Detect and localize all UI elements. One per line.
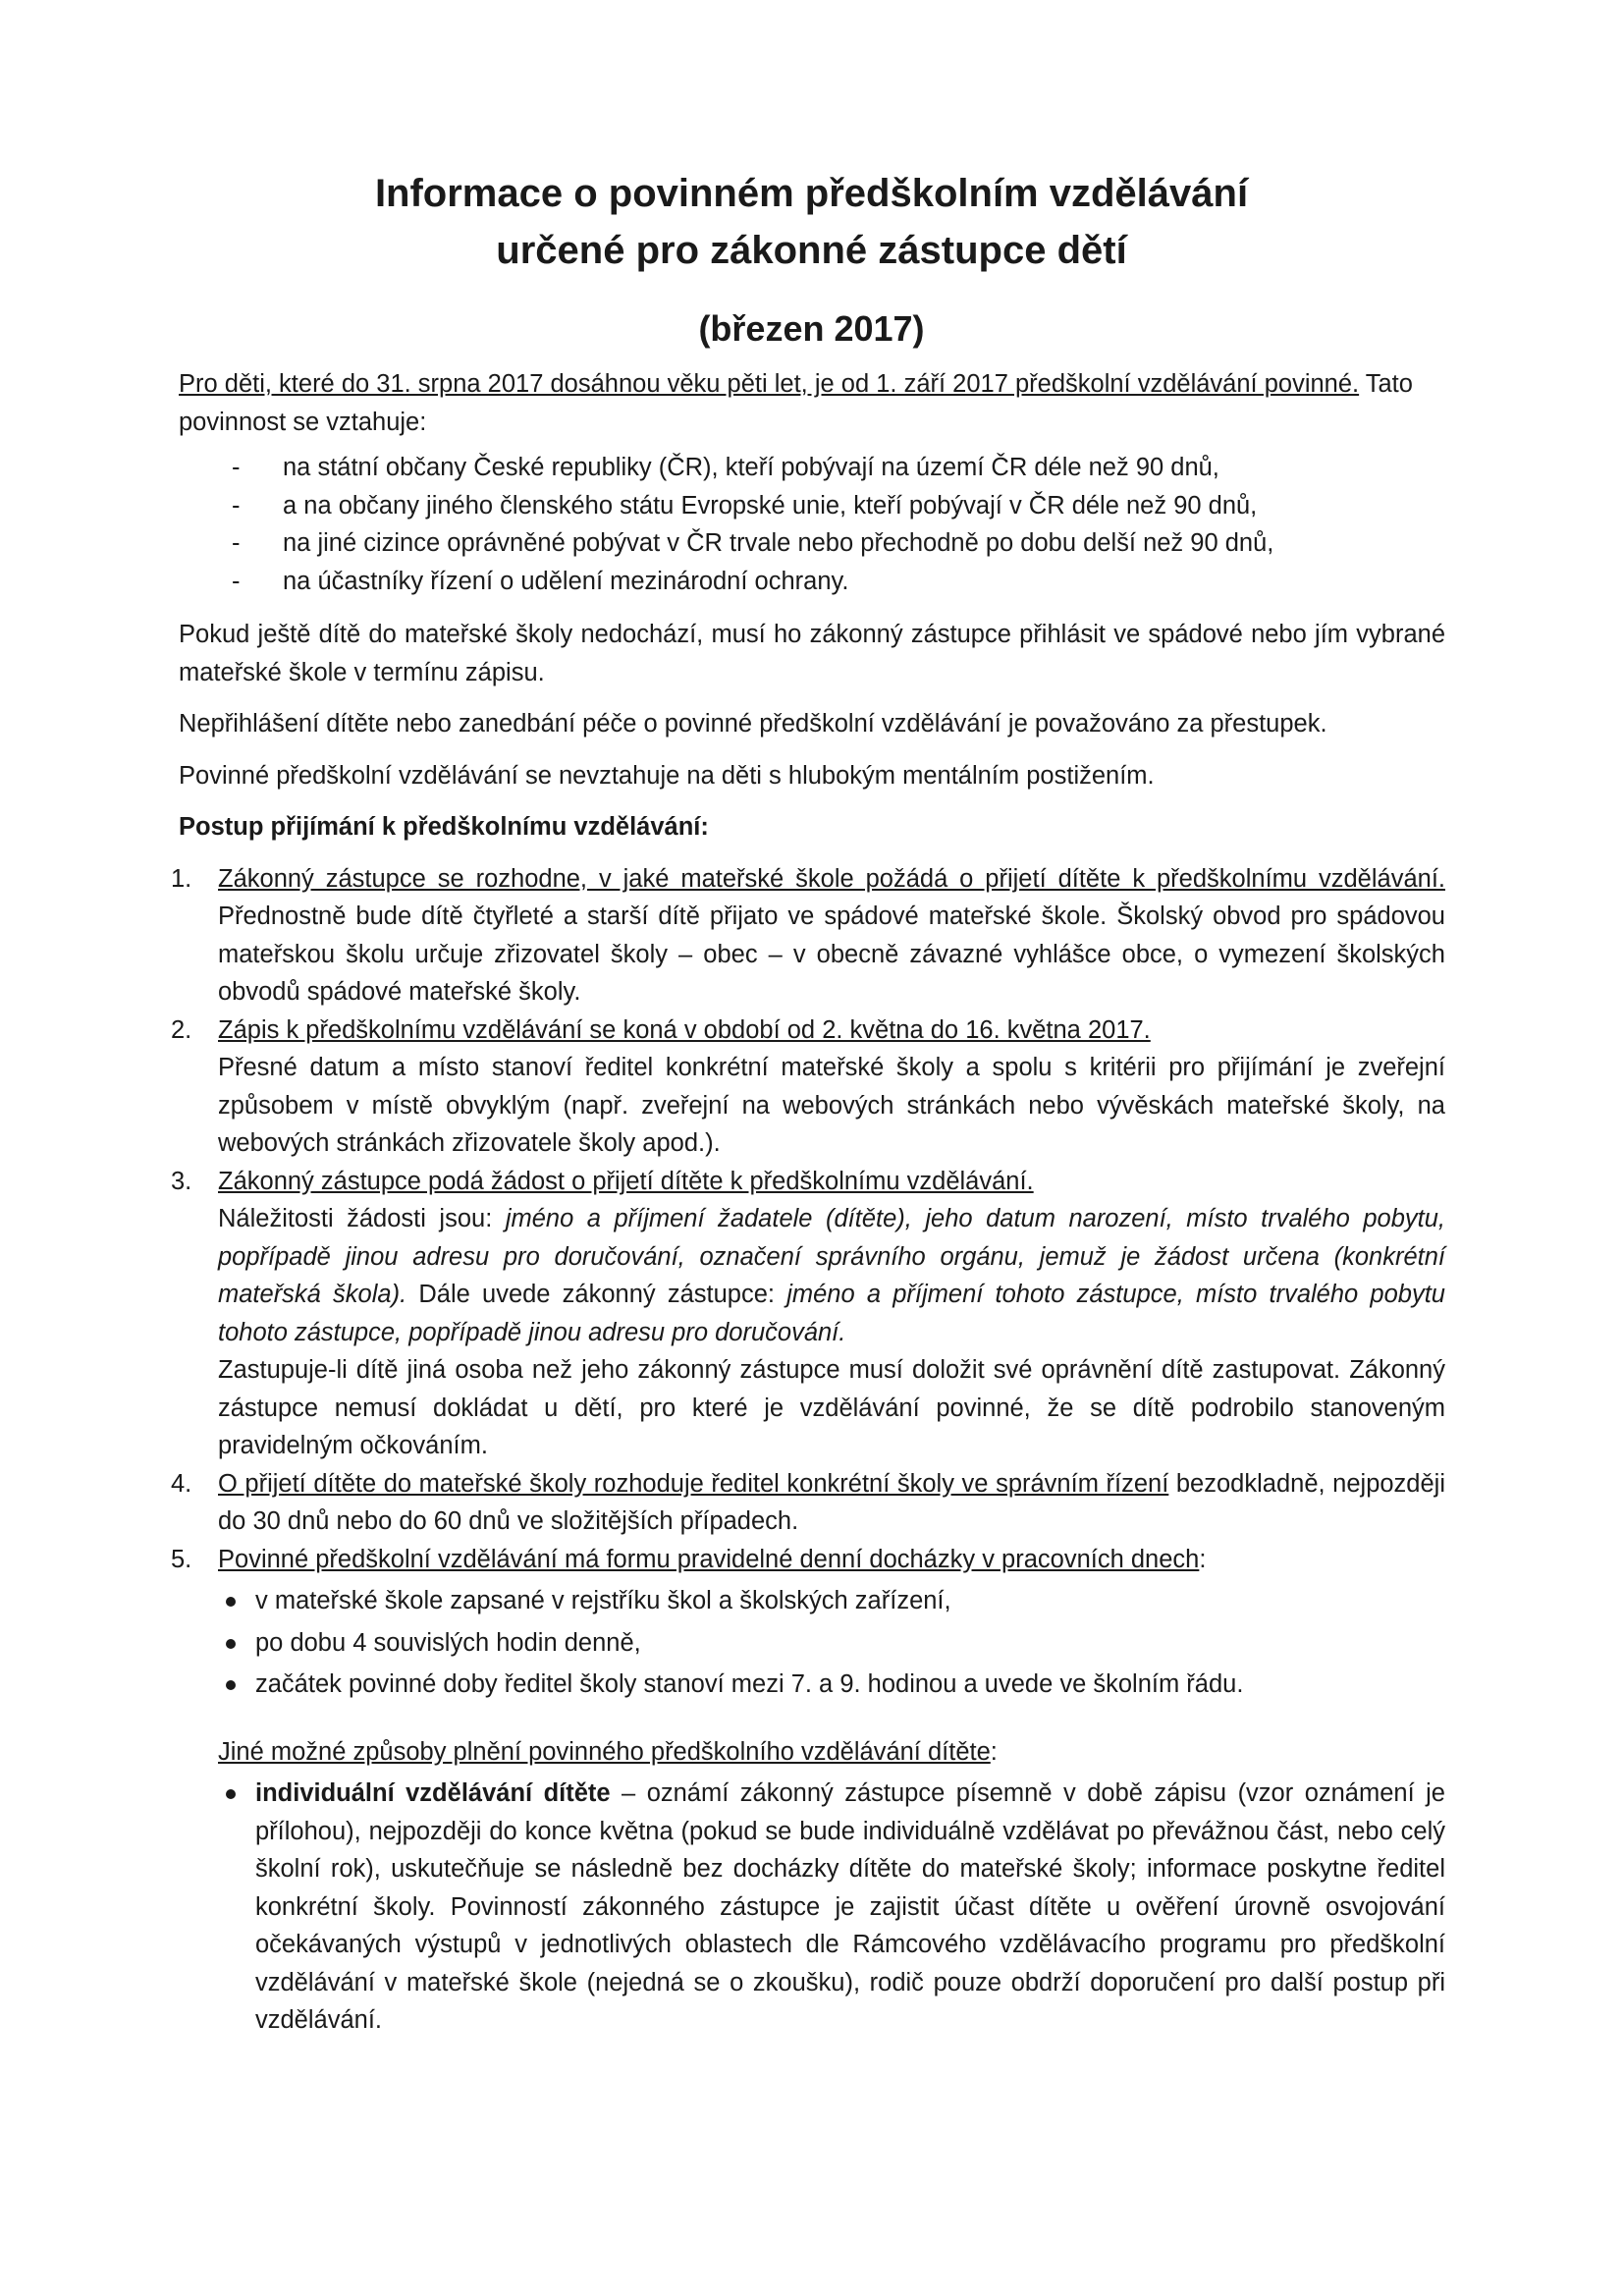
other-ways-section (179, 1733, 1445, 2040)
step-4-underlined: O přijetí dítěte do mateřské školy rozhoduje ředitel konkrétní školy ve správním řízení (218, 1469, 1169, 1498)
step-number: 3. (171, 1167, 192, 1195)
requirements-label: Náležitosti žádosti jsou: (218, 1205, 506, 1232)
step-1-underlined: Zákonný zástupce se rozhodne, v jaké mateřské škole požádá o přijetí dítěte k předškolnímu vzdělávání. (218, 864, 1445, 893)
title-block (0, 165, 1623, 354)
requirements-italic: jméno a příjmení žadatele (dítěte), jeho datum narození, místo trvalého pobytu, popřípadě jinou adresu pro doručování, označení správního orgánu, jemuž je žádost určena (konkrétní mateřská škola). (218, 1205, 1445, 1308)
guardian-italic: jméno a příjmení tohoto zástupce, místo trvalého pobytu tohoto zástupce, popřípadě jinou adresu pro doručování. (218, 1281, 1445, 1346)
step-2-underlined: Zápis k předškolnímu vzdělávání se koná v období od 2. května do 16. května 2017. (218, 1015, 1151, 1044)
step-3-underlined: Zákonný zástupce podá žádost o přijetí dítěte k předškolnímu vzdělávání. (218, 1167, 1034, 1195)
individual-education-item (218, 1775, 1445, 2040)
intro-paragraph (179, 365, 1445, 441)
step-3 (171, 1163, 1445, 1465)
applies-to-item: - na jiné cizince oprávněné pobývat v ČR trvale nebo přechodně po dobu delší než 90 dnů, (179, 524, 1445, 563)
applies-to-list (179, 449, 1445, 600)
procedure-heading: Postup přijímání k předškolnímu vzdělávání: (179, 813, 709, 841)
intro-underlined: Pro děti, které do 31. srpna 2017 dosáhnou věku pěti let, je od 1. září 2017 předškolní vzdělávání povinné. (179, 370, 1360, 398)
exempt-paragraph: Povinné předškolní vzdělávání se nevztahuje na děti s hlubokým mentálním postižením. (179, 761, 1155, 790)
document-body (171, 365, 1445, 2044)
register-paragraph: Pokud ještě dítě do mateřské školy nedochází, musí ho zákonný zástupce přihlásit ve spádové nebo jím vybrané mateřské škole v termínu zápisu. (179, 621, 1445, 686)
step-5-underlined: Povinné předškolní vzdělávání má formu pravidelné denní docházky v pracovních dnech (218, 1545, 1200, 1573)
title-line-1: Informace o povinném předškolním vzdělávání (374, 172, 1249, 215)
step-4-text: bezodkladně, nejpozději do 30 dnů nebo do 60 dnů ve složitějších případech. (218, 1469, 1445, 1535)
intro-rest: Tato povinnost se vztahuje: (179, 370, 1413, 436)
step-number: 1. (171, 864, 192, 893)
individual-education-text: – oznámí zákonný zástupce písemně v době zápisu (vzor oznámení je přílohou), nejpozději do konce května (pokud se bude individuálně vzdělávat po převážnou část, nebo celý školní rok), uskutečňuje se následně bez docházky dítěte do mateřské školy; informace poskytne ředitel konkrétní školy. Povinností zákonného zástupce je zajistit účast dítěte u ověření úrovně osvojování očekávaných výstupů v jednotlivých oblastech dle Rámcového vzdělávacího programu pro předškolní vzdělávání v mateřské škole (nejedná se o zkoušku), rodič pouze obdrží doporučení pro další postup při vzdělávání. (255, 1779, 1445, 2034)
other-ways-heading-line (218, 1733, 1445, 1772)
other-ways-heading: Jiné možné způsoby plnění povinného předškolního vzdělávání dítěte (218, 1737, 991, 1766)
applies-to-item: - na účastníky řízení o udělení mezinárodní ochrany. (179, 563, 1445, 601)
step-1 (171, 860, 1445, 1011)
procedure-steps (171, 860, 1445, 1704)
step-2-text: Přesné datum a místo stanoví ředitel konkrétní mateřské školy a spolu s kritérii pro přijímání je zveřejní způsobem v místě obvyklým (např. zveřejní na webových stránkách nebo vývěskách mateřské školy, na webových stránkách zřizovatele školy apod.). (218, 1054, 1445, 1157)
applies-to-item: - a na občany jiného členského státu Evropské unie, kteří pobývají v ČR déle než 90 dnů, (179, 487, 1445, 525)
step-5-colon: : (1199, 1545, 1207, 1573)
title-line-2: určené pro zákonné zástupce dětí (496, 229, 1127, 272)
step-number: 4. (171, 1469, 192, 1498)
step-3-representation: Zastupuje-li dítě jiná osoba než jeho zákonný zástupce musí doložit své oprávnění dítě zastupovat. Zákonný zástupce nemusí dokládat u dětí, pro které je vzdělávání povinné, že se dítě podrobilo stanoveným pravidelným očkováním. (218, 1356, 1445, 1459)
title-date: (březen 2017) (698, 308, 925, 349)
applies-to-item: - na státní občany České republiky (ČR), kteří pobývají na území ČR déle než 90 dnů, (179, 449, 1445, 487)
step-3-requirements (218, 1200, 1445, 1351)
step-1-text: Přednostně bude dítě čtyřleté a starší dítě přijato ve spádové mateřské škole. Školský obvod pro spádovou mateřskou školu určuje zřizovatel školy – obec – v obecně závazné vyhlášce obce, o vymezení školských obvodů spádové mateřské školy. (218, 902, 1445, 1006)
guardian-label: Dále uvede zákonný zástupce: (406, 1281, 787, 1308)
offence-paragraph: Nepřihlášení dítěte nebo zanedbání péče o povinné předškolní vzdělávání je považováno za přestupek. (179, 710, 1327, 738)
step-number: 2. (171, 1015, 192, 1044)
individual-education-label: individuální vzdělávání dítěte (255, 1779, 611, 1807)
step-5-bullets (218, 1582, 1445, 1704)
other-ways-list (218, 1775, 1445, 2040)
bullet-item: po dobu 4 souvislých hodin denně, (218, 1624, 1445, 1663)
other-ways-colon: : (990, 1737, 998, 1766)
step-4 (171, 1465, 1445, 1541)
bullet-item: v mateřské škole zapsané v rejstříku škol a školských zařízení, (218, 1582, 1445, 1620)
step-2 (171, 1011, 1445, 1163)
step-5 (171, 1541, 1445, 1704)
step-number: 5. (171, 1545, 192, 1573)
bullet-item: začátek povinné doby ředitel školy stanoví mezi 7. a 9. hodinou a uvede ve školním řádu. (218, 1666, 1445, 1704)
